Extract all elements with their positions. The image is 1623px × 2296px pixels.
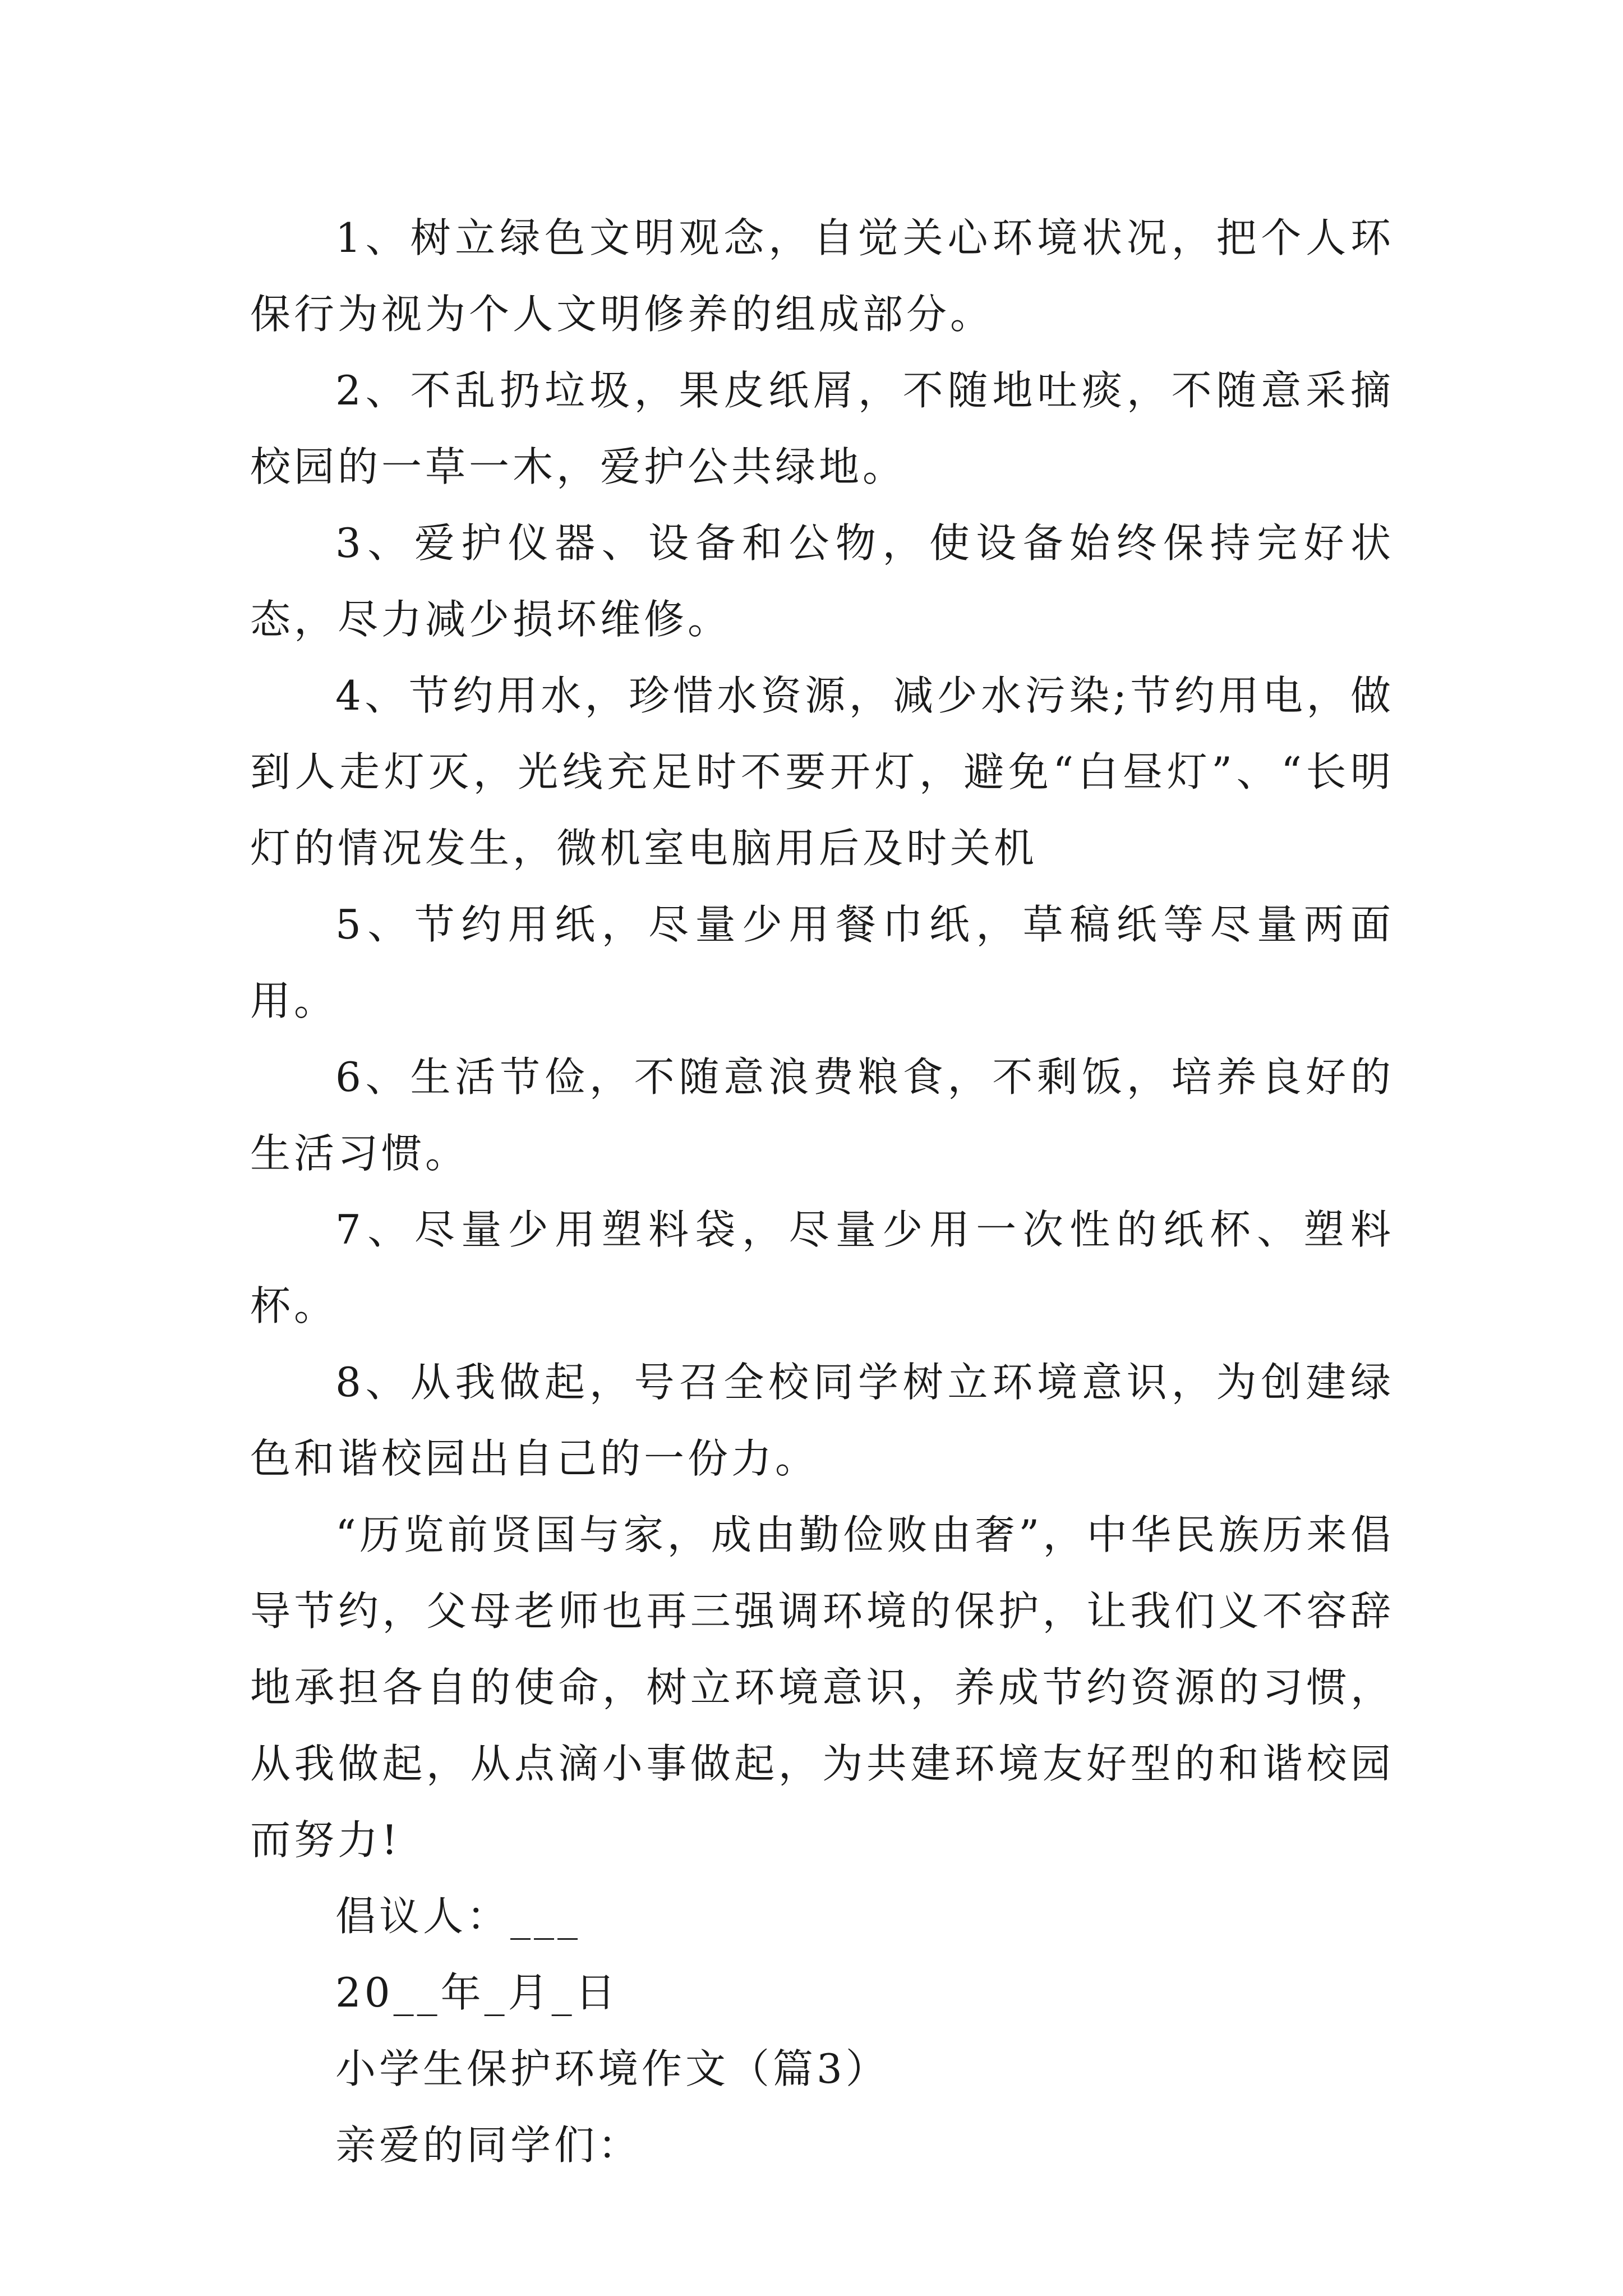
list-item-7: 7、尽量少用塑料袋，尽量少用一次性的纸杯、塑料杯。 [250,1206,1394,1329]
document-body [250,200,1394,2183]
section-title: 小学生保护环境作文（篇3） [335,2045,889,2092]
signature-line: 倡议人：___ [335,1893,582,1940]
date-line: 20__年_月_日 [335,1969,619,2016]
list-item-3: 3、爱护仪器、设备和公物，使设备始终保持完好状态，尽力减少损坏维修。 [250,519,1394,643]
list-item-4: 4、节约用水，珍惜水资源，减少水污染;节约用电，做到人走灯灭，光线充足时不要开灯，避免“白昼灯”、“长明灯的情况发生，微机室电脑用后及时关机 [250,672,1394,872]
greeting: 亲爱的同学们： [335,2122,642,2169]
list-item-6: 6、生活节俭，不随意浪费粮食，不剩饭，培养良好的生活习惯。 [250,1053,1394,1177]
list-item-5: 5、节约用纸，尽量少用餐巾纸，草稿纸等尽量两面用。 [250,901,1394,1024]
list-item-2: 2、不乱扔垃圾，果皮纸屑，不随地吐痰，不随意采摘校园的一草一木，爱护公共绿地。 [250,367,1394,490]
list-item-1: 1、树立绿色文明观念，自觉关心环境状况，把个人环保行为视为个人文明修养的组成部分。 [250,214,1394,338]
closing-paragraph: “历览前贤国与家，成由勤俭败由奢”，中华民族历来倡导节约，父母老师也再三强调环境的保护，让我们义不容辞地承担各自的使命，树立环境意识，养成节约资源的习惯，从我做起，从点滴小事做起，为共建环境友好型的和谐校园而努力! [250,1511,1394,1864]
list-item-8: 8、从我做起，号召全校同学树立环境意识，为创建绿色和谐校园出自己的一份力。 [250,1359,1394,1482]
